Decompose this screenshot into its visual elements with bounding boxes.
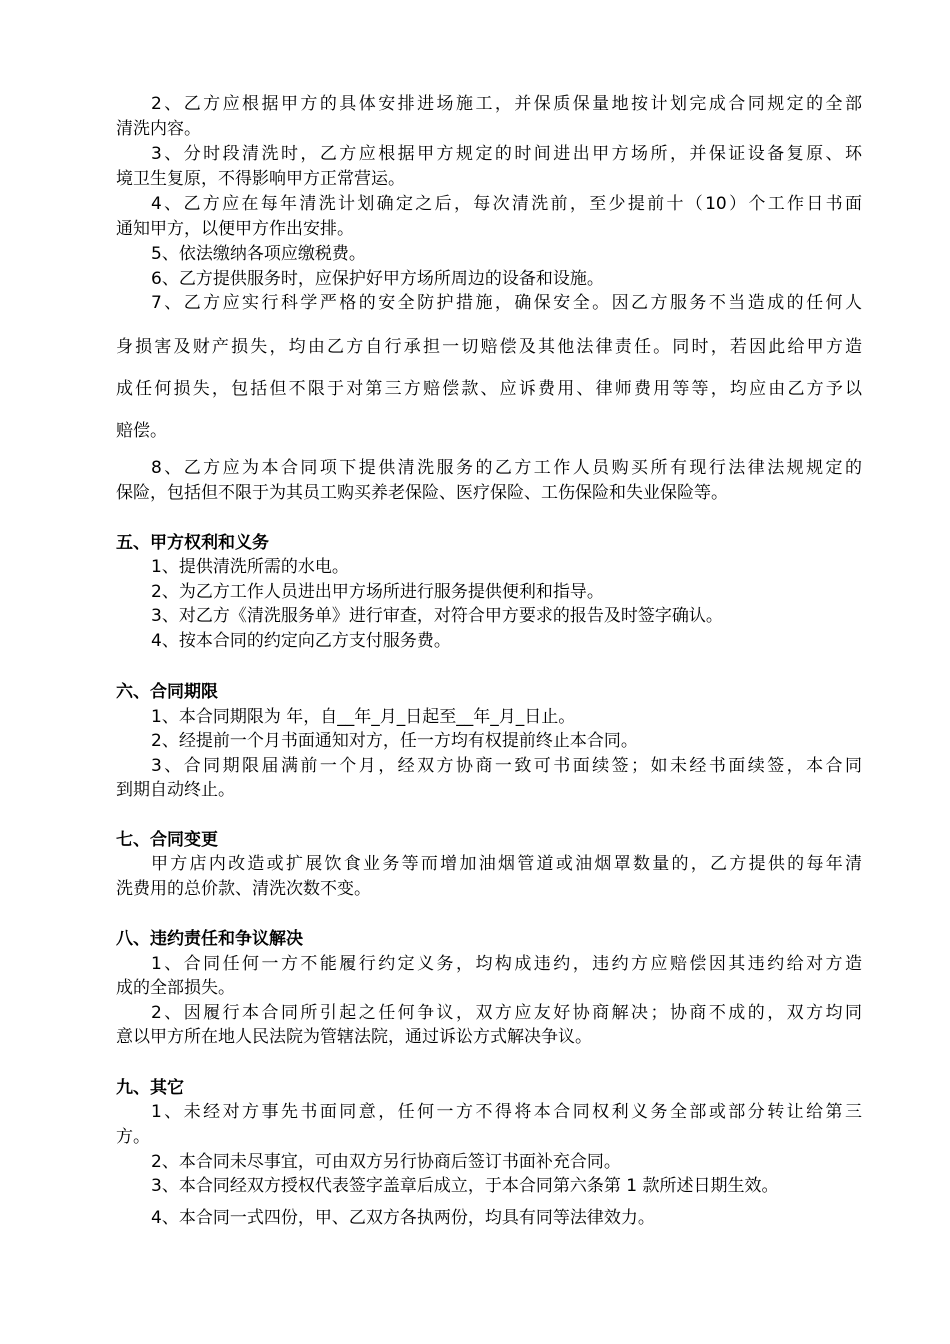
s4-item7-line3: 成任何损失，包括但不限于对第三方赔偿款、应诉费用、律师费用等等，均应由乙方予以 (116, 379, 862, 399)
s8-item1-line2: 成的全部损失。 (116, 978, 235, 998)
s4-item3-line2: 境卫生复原，不得影响甲方正常营运。 (116, 169, 405, 189)
s4-item8-line1: 8、乙方应为本合同项下提供清洗服务的乙方工作人员购买所有现行法律法规规定的 (151, 458, 862, 478)
section7-heading: 七、合同变更 (116, 830, 218, 850)
s9-item3: 3、本合同经双方授权代表签字盖章后成立，于本合同第六条第 1 款所述日期生效。 (151, 1176, 779, 1196)
s5-item2: 2、为乙方工作人员进出甲方场所进行服务提供便利和指导。 (151, 582, 604, 602)
s9-item1-line2: 方。 (116, 1127, 150, 1147)
s4-item2-line2: 清洗内容。 (116, 119, 201, 139)
s5-item4: 4、按本合同的约定向乙方支付服务费。 (151, 631, 451, 651)
s7-para-line2: 洗费用的总价款、清洗次数不变。 (116, 879, 371, 899)
section9-heading: 九、其它 (116, 1078, 184, 1098)
s6-item3-line2: 到期自动终止。 (116, 780, 235, 800)
s4-item2-line1: 2、乙方应根据甲方的具体安排进场施工，并保质保量地按计划完成合同规定的全部 (151, 94, 862, 114)
s5-item3: 3、对乙方《清洗服务单》进行审查，对符合甲方要求的报告及时签字确认。 (151, 606, 723, 626)
s4-item5: 5、依法缴纳各项应缴税费。 (151, 244, 366, 264)
s4-item7-line1: 7、乙方应实行科学严格的安全防护措施，确保安全。因乙方服务不当造成的任何人 (151, 293, 862, 313)
section5-heading: 五、甲方权利和义务 (116, 533, 269, 553)
s4-item8-line2: 保险，包括但不限于为其员工购买养老保险、医疗保险、工伤保险和失业保险等。 (116, 483, 728, 503)
s8-item1-line1: 1、合同任何一方不能履行约定义务，均构成违约，违约方应赔偿因其违约给对方造 (151, 954, 862, 974)
s4-item7-line4: 赔偿。 (116, 421, 167, 441)
section8-heading: 八、违约责任和争议解决 (116, 929, 303, 949)
s6-item2: 2、经提前一个月书面通知对方，任一方均有权提前终止本合同。 (151, 731, 638, 751)
s8-item2-line2: 意以甲方所在地人民法院为管辖法院，通过诉讼方式解决争议。 (116, 1027, 592, 1047)
s4-item4-line1: 4、乙方应在每年清洗计划确定之后，每次清洗前，至少提前十（10）个工作日书面 (151, 194, 862, 214)
s6-item3-line1: 3、合同期限届满前一个月，经双方协商一致可书面续签；如未经书面续签，本合同 (151, 756, 862, 776)
s8-item2-line1: 2、因履行本合同所引起之任何争议，双方应友好协商解决；协商不成的，双方均同 (151, 1003, 862, 1023)
section6-heading: 六、合同期限 (116, 682, 218, 702)
s4-item3-line1: 3、分时段清洗时，乙方应根据甲方规定的时间进出甲方场所，并保证设备复原、环 (151, 144, 862, 164)
s9-item1-line1: 1、未经对方事先书面同意，任何一方不得将本合同权利义务全部或部分转让给第三 (151, 1102, 862, 1122)
s6-item1: 1、本合同期限为 年，自__年_月_日起至__年_月_日止。 (151, 707, 576, 727)
s4-item7-line2: 身损害及财产损失，均由乙方自行承担一切赔偿及其他法律责任。同时，若因此给甲方造 (116, 337, 862, 357)
s9-item4: 4、本合同一式四份，甲、乙双方各执两份，均具有同等法律效力。 (151, 1208, 655, 1228)
s9-item2: 2、本合同未尽事宜，可由双方另行协商后签订书面补充合同。 (151, 1152, 621, 1172)
s4-item6: 6、乙方提供服务时，应保护好甲方场所周边的设备和设施。 (151, 269, 604, 289)
s5-item1: 1、提供清洗所需的水电。 (151, 557, 349, 577)
s4-item4-line2: 通知甲方，以便甲方作出安排。 (116, 219, 354, 239)
s7-para-line1: 甲方店内改造或扩展饮食业务等而增加油烟管道或油烟罩数量的，乙方提供的每年清 (151, 854, 862, 874)
